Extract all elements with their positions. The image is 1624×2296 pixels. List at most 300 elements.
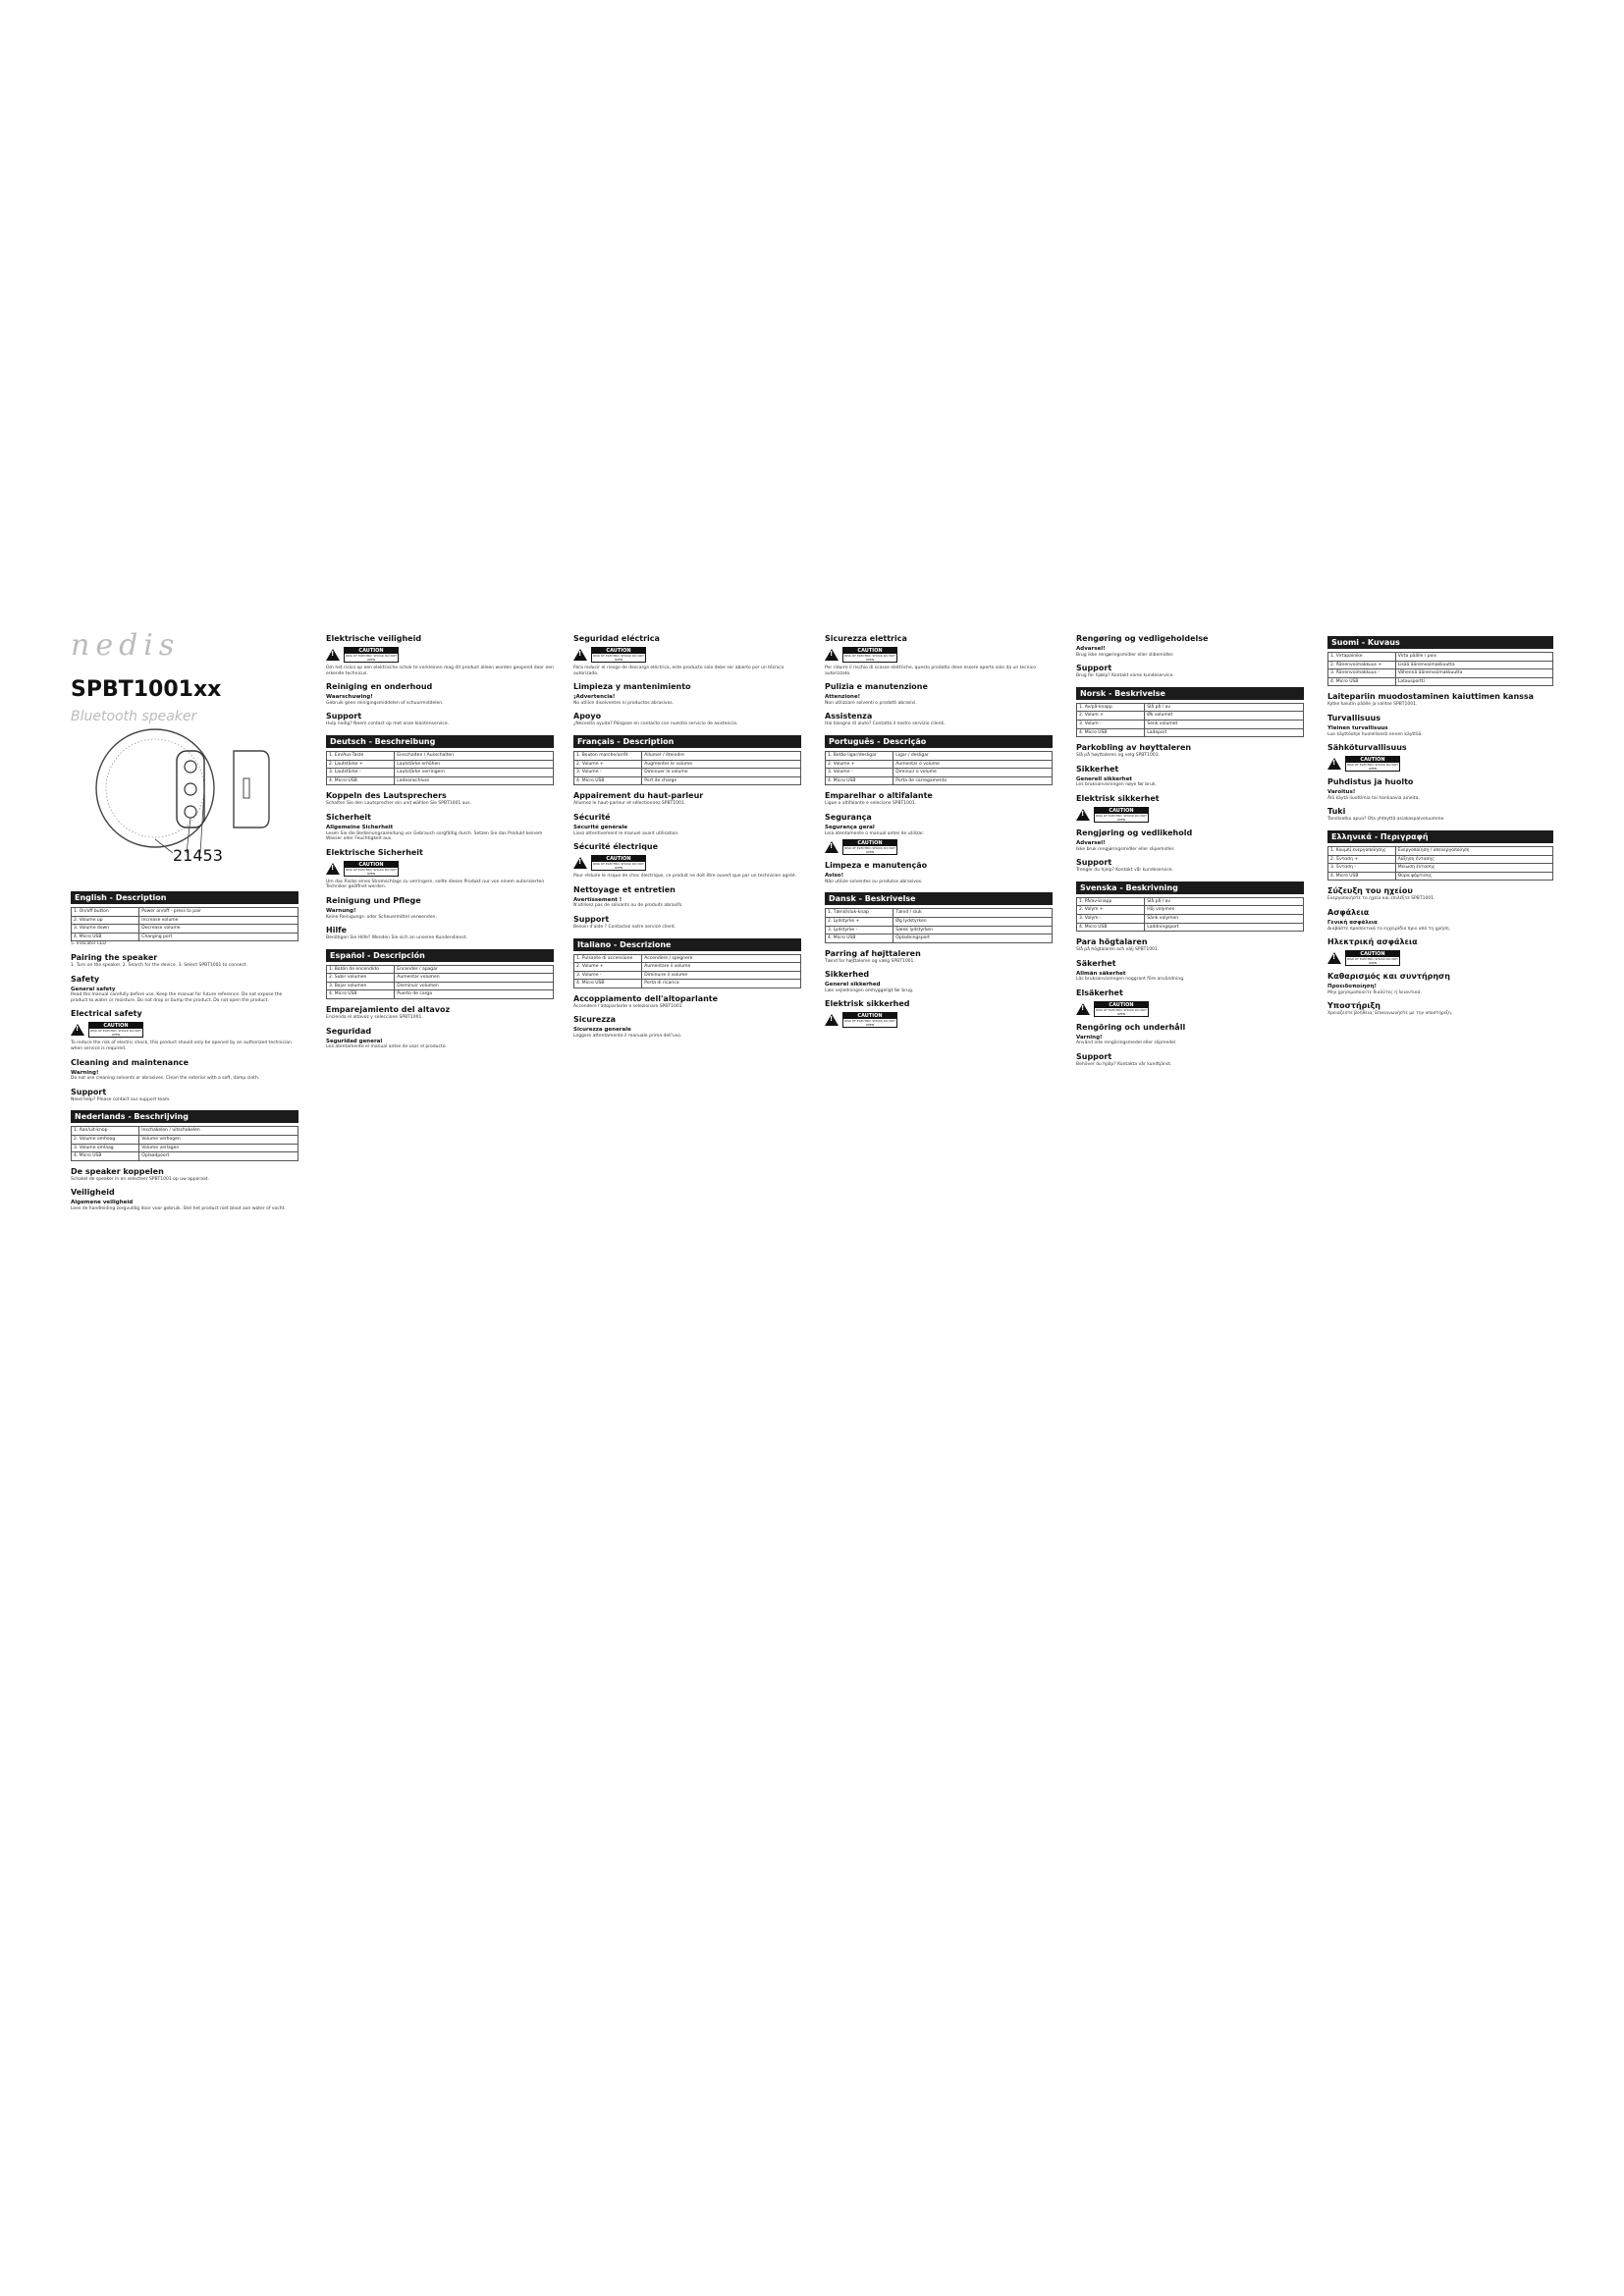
body-text: Schalten Sie den Lautsprecher ein und wählen Sie SPBT1001 aus. bbox=[326, 801, 472, 807]
part-name: 2. Subir volumen bbox=[327, 974, 395, 983]
section-heading: Sécurité électrique bbox=[573, 842, 659, 852]
part-name: 3. Volume - bbox=[574, 971, 642, 980]
section-heading: Sähköturvallisuus bbox=[1327, 743, 1407, 753]
part-description: Lisää äänenvoimakkuutta bbox=[1395, 661, 1552, 669]
caution-block bbox=[71, 1022, 298, 1038]
body-text: Les bruksanvisningen nøye før bruk. bbox=[1076, 782, 1157, 788]
table-row bbox=[72, 908, 298, 917]
caution-block bbox=[573, 647, 801, 663]
part-description: Increase volume bbox=[139, 916, 298, 925]
body-text: Lue käyttöohje huolellisesti ennen käyttöä. bbox=[1327, 731, 1423, 737]
section-heading: Segurança bbox=[825, 812, 872, 822]
part-description: Volume verlagen bbox=[139, 1144, 298, 1152]
body-text: Lisez attentivement le manuel avant utilisation. bbox=[573, 830, 679, 836]
body-text: Need help? Please contact our support team. bbox=[71, 1096, 171, 1102]
table-row bbox=[72, 1152, 298, 1161]
table-row bbox=[1328, 855, 1553, 864]
table-row bbox=[1328, 864, 1553, 873]
body-text: Διαβάστε προσεκτικά το εγχειρίδιο πριν από τη χρήση. bbox=[1327, 926, 1451, 932]
language-header: Dansk - Beskrivelse bbox=[825, 892, 1053, 905]
subsection-heading: Warning! bbox=[71, 1069, 99, 1076]
description-table bbox=[326, 965, 554, 999]
section-heading: Appairement du haut-parleur bbox=[573, 791, 704, 801]
part-description: Slå på / av bbox=[1145, 897, 1304, 906]
body-text: Tænd for højttaleren og vælg SPBT1001. bbox=[825, 958, 915, 964]
description-table bbox=[573, 954, 801, 988]
part-description: Puerto de carga bbox=[395, 990, 554, 999]
section-heading: Καθαρισμός και συντήρηση bbox=[1327, 972, 1450, 982]
table-row bbox=[327, 990, 554, 999]
part-name: 3. Bajar volumen bbox=[327, 982, 395, 990]
table-row bbox=[574, 776, 801, 785]
section-heading: Elektrische Sicherheit bbox=[326, 847, 423, 857]
part-name: 4. Micro USB bbox=[72, 933, 139, 941]
table-row bbox=[327, 974, 554, 983]
part-description: Einschalten / Ausschalten bbox=[395, 751, 554, 760]
part-description: Aumentar o volume bbox=[893, 760, 1053, 769]
part-name: 4. Micro USB bbox=[1077, 728, 1145, 737]
caution-block bbox=[1076, 1001, 1304, 1017]
table-row bbox=[1077, 897, 1304, 906]
button-panel bbox=[177, 751, 204, 828]
section-heading: Rengøring og vedligeholdelse bbox=[1076, 634, 1209, 643]
body-text: Schakel de speaker in en selecteer SPBT1001 op uw apparaat. bbox=[71, 1176, 209, 1182]
language-header: Deutsch - Beschreibung bbox=[326, 735, 554, 748]
table-row bbox=[327, 751, 554, 760]
part-description: Port de charge bbox=[642, 776, 801, 785]
table-row bbox=[574, 769, 801, 777]
description-table bbox=[1076, 703, 1304, 737]
part-name: 1. Aan/uit-knop bbox=[72, 1127, 139, 1136]
section-heading: Reiniging en onderhoud bbox=[326, 682, 433, 692]
section-heading: Υποστήριξη bbox=[1327, 1001, 1380, 1011]
brand-logo: nedis bbox=[71, 628, 181, 663]
part-description: Laddningsport bbox=[1145, 923, 1304, 932]
part-description: Aumentare il volume bbox=[642, 963, 801, 972]
part-name: 4. Micro USB bbox=[826, 776, 893, 785]
part-description: Tænd / sluk bbox=[893, 909, 1053, 918]
part-description: Opladningsport bbox=[893, 934, 1053, 943]
section-heading: Pairing the speaker bbox=[71, 952, 158, 962]
section-heading: Para högtalaren bbox=[1076, 937, 1148, 947]
part-description: Augmenter le volume bbox=[642, 760, 801, 769]
section-heading: Accoppiamento dell'altoparlante bbox=[573, 993, 719, 1003]
part-name: 3. Lydstyrke - bbox=[826, 926, 893, 934]
section-heading: Sicurezza bbox=[573, 1015, 617, 1025]
description-table bbox=[1327, 652, 1553, 686]
caution-label: CAUTION RISK OF ELECTRIC SHOCK DO NOT OPEN bbox=[88, 1022, 143, 1038]
caution-block bbox=[1327, 756, 1553, 772]
table-row bbox=[826, 751, 1053, 760]
part-name: 3. Volum - bbox=[1077, 720, 1145, 728]
section-heading: Elsäkerhet bbox=[1076, 988, 1123, 997]
speaker-diagram bbox=[86, 721, 283, 859]
table-row bbox=[574, 971, 801, 980]
table-row bbox=[826, 769, 1053, 777]
column-3 bbox=[573, 628, 801, 1040]
part-name: 2. Volym + bbox=[1077, 906, 1145, 915]
caution-label: CAUTION RISK OF ELECTRIC SHOCK DO NOT OPEN bbox=[842, 1012, 897, 1028]
part-description: Lautstärke verringern bbox=[395, 769, 554, 777]
part-name: 3. Volume down bbox=[72, 925, 139, 934]
part-name: 4. Micro USB bbox=[1328, 677, 1396, 686]
body-text: Besoin d'aide ? Contactez notre service client. bbox=[573, 924, 677, 930]
table-row bbox=[1077, 720, 1304, 728]
language-header: Nederlands - Beschrijving bbox=[71, 1110, 298, 1123]
part-description: Diminuer le volume bbox=[642, 769, 801, 777]
section-heading: Elektrisk sikkerhet bbox=[1076, 793, 1160, 803]
body-text: Kytke kaiutin päälle ja valitse SPBT1001. bbox=[1327, 702, 1418, 708]
part-name: 2. Volume omhoog bbox=[72, 1135, 139, 1144]
body-text: Μην χρησιμοποιείτε διαλύτες ή λειαντικά. bbox=[1327, 989, 1422, 995]
caution-block bbox=[326, 647, 554, 663]
body-text: 5. Indicator LED bbox=[71, 941, 106, 947]
section-heading: De speaker koppelen bbox=[71, 1166, 164, 1176]
body-text: Χρειάζεστε βοήθεια; Επικοινωνήστε με την υποστήριξη. bbox=[1327, 1011, 1453, 1017]
description-table bbox=[825, 751, 1053, 785]
caution-block bbox=[825, 1012, 1053, 1028]
product-subtitle: Bluetooth speaker bbox=[71, 709, 197, 724]
section-heading: Safety bbox=[71, 974, 100, 984]
part-name: 1. Tænd/sluk-knap bbox=[826, 909, 893, 918]
part-name: 4. Micro USB bbox=[1077, 923, 1145, 932]
section-heading: Parkobling av høyttaleren bbox=[1076, 743, 1192, 753]
warning-icon: ! bbox=[1327, 758, 1341, 770]
section-heading: Sikkerhet bbox=[1076, 764, 1119, 774]
table-row bbox=[1077, 712, 1304, 721]
body-text: Non utilizzare solventi o prodotti abrasivi. bbox=[825, 700, 917, 706]
button-1 bbox=[185, 761, 196, 773]
description-table bbox=[573, 751, 801, 785]
warning-icon: ! bbox=[71, 1024, 84, 1036]
language-header: Français - Description bbox=[573, 735, 801, 748]
subsection-heading: Sécurité générale bbox=[573, 824, 628, 830]
caution-block bbox=[573, 855, 801, 871]
section-heading: Support bbox=[1076, 858, 1112, 868]
part-name: 1. Botón de encendido bbox=[327, 965, 395, 974]
section-heading: Hilfe bbox=[326, 926, 348, 935]
part-name: 1. On/off button bbox=[72, 908, 139, 917]
part-name: 4. Micro USB bbox=[72, 1152, 139, 1161]
button-2 bbox=[185, 783, 196, 795]
part-description: Decrease volume bbox=[139, 925, 298, 934]
table-row bbox=[574, 751, 801, 760]
language-header: Svenska - Beskrivning bbox=[1076, 881, 1304, 894]
speaker-side-view bbox=[234, 751, 269, 828]
section-heading: Elektrische veiligheid bbox=[326, 634, 422, 643]
warning-icon: ! bbox=[1076, 809, 1090, 821]
caution-label: CAUTION RISK OF ELECTRIC SHOCK DO NOT OPEN bbox=[842, 839, 897, 855]
caution-label: CAUTION RISK OF ELECTRIC SHOCK DO NOT OPEN bbox=[344, 861, 399, 877]
part-description: Θύρα φόρτισης bbox=[1395, 872, 1552, 881]
caution-label: CAUTION RISK OF ELECTRIC SHOCK DO NOT OPEN bbox=[842, 647, 897, 663]
column-2 bbox=[326, 628, 554, 1050]
language-header: Español - Descripción bbox=[326, 949, 554, 962]
description-table bbox=[71, 1126, 298, 1160]
subsection-heading: Generel sikkerhed bbox=[825, 982, 881, 988]
part-description: Aumentar volumen bbox=[395, 974, 554, 983]
part-name: 1. Bouton marche/arrêt bbox=[574, 751, 642, 760]
subsection-heading: Yleinen turvallisuus bbox=[1327, 724, 1388, 731]
table-row bbox=[72, 1144, 298, 1152]
part-description: Ενεργοποίηση / απενεργοποίηση bbox=[1395, 846, 1552, 855]
table-row bbox=[1077, 703, 1304, 712]
section-heading: Elektrisk sikkerhed bbox=[825, 999, 910, 1009]
table-row bbox=[1077, 923, 1304, 932]
body-text: ¿Necesita ayuda? Póngase en contacto con nuestro servicio de asistencia. bbox=[573, 721, 738, 727]
section-heading: Σύζευξη του ηχείου bbox=[1327, 886, 1413, 896]
subsection-heading: Varoitus! bbox=[1327, 789, 1356, 796]
language-header: Suomi - Kuvaus bbox=[1327, 636, 1553, 649]
part-name: 2. Volum + bbox=[1077, 712, 1145, 721]
section-heading: Support bbox=[1076, 664, 1112, 673]
part-description: Ladeport bbox=[1145, 728, 1304, 737]
language-header: English - Description bbox=[71, 891, 298, 904]
section-heading: Koppeln des Lautsprechers bbox=[326, 791, 447, 801]
table-row bbox=[1328, 677, 1553, 686]
part-description: Senk volumet bbox=[1145, 720, 1304, 728]
part-description: Charging port bbox=[139, 933, 298, 941]
table-row bbox=[826, 909, 1053, 918]
table-row bbox=[826, 926, 1053, 934]
part-description: Vähennä äänenvoimakkuutta bbox=[1395, 669, 1552, 678]
body-text: Leia atentamente o manual antes de utilizar. bbox=[825, 830, 925, 836]
part-description: Porta de carregamento bbox=[893, 776, 1053, 785]
part-description: Encender / apagar bbox=[395, 965, 554, 974]
body-text: Accendere l'altoparlante e selezionare SPBT1001. bbox=[573, 1003, 683, 1009]
language-header: Italiano - Descrizione bbox=[573, 938, 801, 951]
section-heading: Ασφάλεια bbox=[1327, 907, 1370, 917]
subsection-heading: Allmän säkerhet bbox=[1076, 970, 1126, 977]
section-heading: Rengjøring og vedlikehold bbox=[1076, 828, 1193, 837]
body-text: Allumez le haut-parleur et sélectionnez SPBT1001. bbox=[573, 801, 686, 807]
table-row bbox=[1077, 728, 1304, 737]
subsection-heading: Avertissement ! bbox=[573, 896, 623, 903]
column-6 bbox=[1327, 628, 1553, 1017]
caution-label: CAUTION RISK OF ELECTRIC SHOCK DO NOT OPEN bbox=[591, 647, 646, 663]
body-text: Trenger du hjelp? Kontakt vår kundeservice. bbox=[1076, 868, 1174, 874]
section-heading: Support bbox=[573, 914, 610, 924]
section-heading: Veiligheid bbox=[71, 1188, 115, 1198]
warning-icon: ! bbox=[825, 841, 839, 853]
subsection-heading: Γενική ασφάλεια bbox=[1327, 919, 1378, 926]
body-text: Encienda el altavoz y seleccione SPBT1001. bbox=[326, 1015, 423, 1021]
caution-label: CAUTION RISK OF ELECTRIC SHOCK DO NOT OPEN bbox=[1094, 807, 1149, 823]
subsection-heading: Varning! bbox=[1076, 1034, 1103, 1041]
body-text: Slå på högtalaren och välj SPBT1001. bbox=[1076, 947, 1160, 953]
subsection-heading: Προειδοποίηση! bbox=[1327, 984, 1377, 990]
body-text: To reduce the risk of electric shock, this product should only be opened by an authorized technician when service is required. bbox=[71, 1041, 292, 1051]
body-text: Não utilize solventes ou produtos abrasivos. bbox=[825, 879, 923, 884]
table-row bbox=[574, 980, 801, 988]
section-heading: Seguridad bbox=[326, 1026, 372, 1036]
part-name: 3. Äänenvoimakkuus - bbox=[1328, 669, 1396, 678]
body-text: Slå på høyttaleren og velg SPBT1001. bbox=[1076, 753, 1161, 759]
table-row bbox=[72, 925, 298, 934]
part-description: Allumer / éteindre bbox=[642, 751, 801, 760]
description-table bbox=[1076, 897, 1304, 932]
description-table bbox=[71, 907, 298, 941]
section-heading: Limpeza e manutenção bbox=[825, 861, 928, 871]
subsection-heading: Allgemeine Sicherheit bbox=[326, 824, 394, 830]
caution-block bbox=[825, 647, 1053, 663]
body-text: Lea atentamente el manual antes de usar el producto. bbox=[326, 1044, 447, 1050]
subsection-heading: General safety bbox=[71, 986, 116, 992]
section-heading: Ηλεκτρική ασφάλεια bbox=[1327, 937, 1418, 947]
description-table bbox=[326, 751, 554, 785]
table-row bbox=[1077, 906, 1304, 915]
part-description: Sänk volymen bbox=[1145, 914, 1304, 923]
body-text: Hai bisogno di aiuto? Contatta il nostro servizio clienti. bbox=[825, 721, 946, 727]
section-heading: Assistenza bbox=[825, 712, 873, 721]
subsection-heading: Segurança geral bbox=[825, 824, 875, 830]
table-row bbox=[1328, 661, 1553, 669]
part-name: 4. Micro USB bbox=[1328, 872, 1396, 881]
body-text: Behöver du hjälp? Kontakta vår kundtjänst. bbox=[1076, 1062, 1172, 1068]
section-heading: Sécurité bbox=[573, 812, 611, 822]
description-table bbox=[1327, 846, 1553, 881]
subsection-heading: Attenzione! bbox=[825, 694, 861, 701]
part-name: 3. Lautstärke - bbox=[327, 769, 395, 777]
table-row bbox=[574, 954, 801, 963]
part-description: Latausportti bbox=[1395, 677, 1552, 686]
table-row bbox=[574, 760, 801, 769]
part-name: 2. Lautstärke + bbox=[327, 760, 395, 769]
body-text: Brug for hjælp? Kontakt vores kundeservice. bbox=[1076, 673, 1174, 679]
part-name: 1. På/av-knapp bbox=[1077, 897, 1145, 906]
section-heading: Support bbox=[1076, 1052, 1112, 1062]
part-name: 4. Micro USB bbox=[574, 776, 642, 785]
body-text: Ligue o altifalante e selecione SPBT1001. bbox=[825, 801, 917, 807]
caution-block bbox=[825, 839, 1053, 855]
warning-icon: ! bbox=[326, 863, 340, 875]
section-heading: Support bbox=[71, 1087, 107, 1096]
body-text: Gebruik geen reinigingsmiddelen of schuurmiddelen. bbox=[326, 700, 444, 706]
subsection-heading: Seguridad general bbox=[326, 1038, 383, 1044]
part-name: 1. Pulsante di accensione bbox=[574, 954, 642, 963]
part-name: 3. Volume - bbox=[574, 769, 642, 777]
body-text: Läs bruksanvisningen noggrant före användning. bbox=[1076, 977, 1185, 983]
body-text: 1. Turn on the speaker. 2. Search for the device. 3. Select SPBT1001 to connect. bbox=[71, 962, 248, 968]
table-row bbox=[327, 776, 554, 785]
subsection-heading: Warnung! bbox=[326, 907, 356, 914]
caution-label: CAUTION RISK OF ELECTRIC SHOCK DO NOT OPEN bbox=[344, 647, 399, 663]
part-name: 1. Κουμπί ενεργοποίησης bbox=[1328, 846, 1396, 855]
column-5 bbox=[1076, 628, 1304, 1068]
section-heading: Tuki bbox=[1327, 807, 1346, 817]
part-name: 1. Botão ligar/desligar bbox=[826, 751, 893, 760]
table-row bbox=[1328, 653, 1553, 662]
body-text: Um das Risiko eines Stromschlags zu verringern, sollte dieses Produkt nur von einem autorisierten Techniker geöffnet werden. bbox=[326, 879, 545, 890]
section-heading: Turvallisuus bbox=[1327, 713, 1380, 722]
part-name: 2. Volume up bbox=[72, 916, 139, 925]
warning-icon: ! bbox=[1327, 952, 1341, 964]
part-description: Virta päälle / pois bbox=[1395, 653, 1552, 662]
part-name: 3. Volym - bbox=[1077, 914, 1145, 923]
warning-icon: ! bbox=[825, 649, 839, 661]
diagram-number: 21453 bbox=[173, 846, 223, 865]
section-heading: Electrical safety bbox=[71, 1009, 142, 1019]
body-text: Benötigen Sie Hilfe? Wenden Sie sich an unseren Kundendienst. bbox=[326, 935, 467, 941]
subsection-heading: Algemene veiligheid bbox=[71, 1200, 134, 1206]
part-description: Ligar / desligar bbox=[893, 751, 1053, 760]
section-heading: Laitepariin muodostaminen kaiuttimen kanssa bbox=[1327, 692, 1535, 702]
description-table bbox=[825, 908, 1053, 942]
body-text: N'utilisez pas de solvants ou de produits abrasifs. bbox=[573, 903, 683, 909]
part-name: 2. Volume + bbox=[574, 760, 642, 769]
part-name: 2. Lydstyrke + bbox=[826, 917, 893, 926]
table-row bbox=[327, 982, 554, 990]
table-row bbox=[574, 963, 801, 972]
language-header: Norsk - Beskrivelse bbox=[1076, 687, 1304, 700]
table-row bbox=[72, 916, 298, 925]
caution-label: CAUTION RISK OF ELECTRIC SHOCK DO NOT OPEN bbox=[1345, 756, 1400, 772]
body-text: Para reducir el riesgo de descarga eléctrica, este producto solo debe ser abierto por un técnico autorizado. bbox=[573, 666, 785, 676]
subsection-heading: Waarschuwing! bbox=[326, 694, 373, 701]
subsection-heading: Sicurezza generale bbox=[573, 1027, 631, 1034]
section-heading: Sikkerhed bbox=[825, 970, 870, 980]
body-text: Lesen Sie die Bedienungsanleitung vor Gebrauch sorgfältig durch. Setzen Sie das Produkt keinem Wasser oder Feuchtigkeit aus. bbox=[326, 830, 543, 842]
body-text: Leggere attentamente il manuale prima dell'uso. bbox=[573, 1034, 682, 1040]
part-description: Oplaadpoort bbox=[139, 1152, 298, 1161]
warning-icon: ! bbox=[326, 649, 340, 661]
column-4 bbox=[825, 628, 1053, 1031]
part-description: Øg lydstyrken bbox=[893, 917, 1053, 926]
subsection-heading: Advarsel! bbox=[1076, 646, 1106, 652]
warning-icon: ! bbox=[573, 649, 587, 661]
body-text: Tarvitsetko apua? Ota yhteyttä asiakaspalveluumme. bbox=[1327, 817, 1445, 823]
part-name: 1. Virtapainike bbox=[1328, 653, 1396, 662]
part-name: 3. Ένταση - bbox=[1328, 864, 1396, 873]
table-row bbox=[1328, 669, 1553, 678]
warning-icon: ! bbox=[825, 1014, 839, 1026]
table-row bbox=[826, 776, 1053, 785]
caution-block bbox=[326, 861, 554, 877]
body-text: Om het risico op een elektrische schok te verkleinen mag dit product alleen worden geopend door een erkende technicus. bbox=[326, 666, 554, 676]
section-heading: Support bbox=[326, 712, 362, 721]
subsection-heading: Advarsel! bbox=[1076, 839, 1106, 846]
part-name: 1. Ein/Aus-Taste bbox=[327, 751, 395, 760]
section-heading: Reinigung und Pflege bbox=[326, 895, 421, 905]
part-name: 4. Micro USB bbox=[574, 980, 642, 988]
part-description: Power on/off - press to pair bbox=[139, 908, 298, 917]
subsection-heading: Aviso! bbox=[825, 873, 844, 880]
part-description: Slå på / av bbox=[1145, 703, 1304, 712]
caution-block bbox=[1076, 807, 1304, 823]
column-1 bbox=[71, 883, 298, 1211]
part-description: Øk volumet bbox=[1145, 712, 1304, 721]
subsection-heading: ¡Advertencia! bbox=[573, 694, 616, 701]
part-description: Lautstärke erhöhen bbox=[395, 760, 554, 769]
section-heading: Pulizia e manutenzione bbox=[825, 682, 928, 692]
body-text: Per ridurre il rischio di scosse elettriche, questo prodotto deve essere aperto solo da un tecnico autorizzato. bbox=[825, 666, 1036, 676]
table-row bbox=[72, 1135, 298, 1144]
caution-block bbox=[1327, 950, 1553, 966]
caution-label: CAUTION RISK OF ELECTRIC SHOCK DO NOT OPEN bbox=[1345, 950, 1400, 966]
body-text: Read the manual carefully before use. Keep the manual for future reference. Do not expose the product to water or moisture. Do not drop or bump the product. Do not open the product. bbox=[71, 992, 283, 1003]
part-description: Diminuire il volume bbox=[642, 971, 801, 980]
part-description: Höj volymen bbox=[1145, 906, 1304, 915]
language-header: Português - Descrição bbox=[825, 735, 1053, 748]
section-heading: Emparejamiento del altavoz bbox=[326, 1005, 451, 1015]
body-text: Ενεργοποιήστε το ηχείο και επιλέξτε SPBT1001. bbox=[1327, 896, 1435, 902]
table-row bbox=[826, 917, 1053, 926]
section-heading: Nettoyage et entretien bbox=[573, 884, 676, 894]
part-description: Volume verhogen bbox=[139, 1135, 298, 1144]
section-heading: Emparelhar o altifalante bbox=[825, 791, 933, 801]
body-text: Keine Reinigungs- oder Scheuermittel verwenden. bbox=[326, 914, 437, 920]
body-text: Do not use cleaning solvents or abrasives. Clean the exterior with a soft, damp cloth. bbox=[71, 1076, 260, 1082]
